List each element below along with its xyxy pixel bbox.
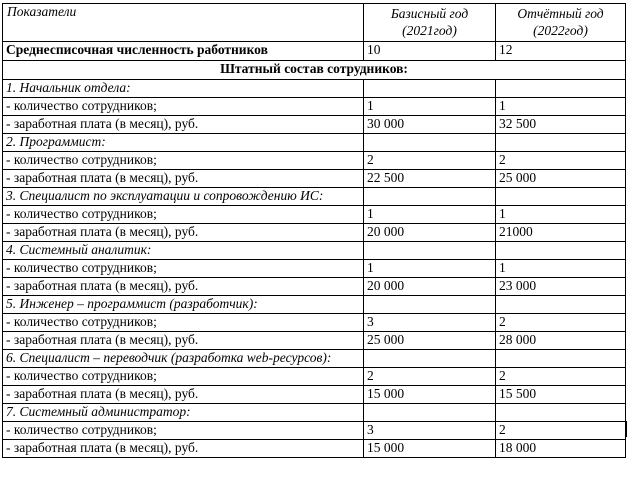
row-label: - заработная плата (в месяц), руб. (3, 440, 364, 458)
row-label: - количество сотрудников; (3, 260, 364, 278)
report-value: 28 000 (496, 332, 626, 350)
row-label: - количество сотрудников; (3, 314, 364, 332)
base-value: 15 000 (364, 440, 496, 458)
report-value: 2 (496, 152, 626, 170)
headcount-base: 10 (364, 42, 496, 61)
report-value: 2 (496, 422, 626, 440)
base-value: 15 000 (364, 386, 496, 404)
group-row (3, 404, 626, 422)
group-title: 5. Инженер – программист (разработчик): (3, 296, 364, 314)
group-report-empty (496, 80, 626, 98)
salary-row (3, 170, 626, 188)
staff-table-body (3, 4, 626, 458)
group-row (3, 188, 626, 206)
salary-row (3, 278, 626, 296)
base-value: 3 (364, 314, 496, 332)
base-value: 20 000 (364, 278, 496, 296)
group-report-empty (496, 134, 626, 152)
row-label: - количество сотрудников; (3, 422, 364, 440)
report-value: 2 (496, 314, 626, 332)
row-label: - заработная плата (в месяц), руб. (3, 170, 364, 188)
group-title: 2. Программист: (3, 134, 364, 152)
count-row (3, 368, 626, 386)
count-row (3, 314, 626, 332)
row-label: - количество сотрудников; (3, 98, 364, 116)
group-row (3, 350, 626, 368)
header-base-year: Базисный год (2021год) (364, 4, 496, 42)
base-value: 1 (364, 206, 496, 224)
report-value: 25 000 (496, 170, 626, 188)
table-header-row (3, 4, 626, 42)
headcount-label: Среднесписочная численность работников (3, 42, 364, 61)
header-indicators: Показатели (3, 4, 364, 42)
group-title: 7. Системный администратор: (3, 404, 364, 422)
base-value: 20 000 (364, 224, 496, 242)
row-label: - заработная плата (в месяц), руб. (3, 278, 364, 296)
report-value: 18 000 (496, 440, 626, 458)
report-value: 1 (496, 206, 626, 224)
count-row (3, 260, 626, 278)
salary-row (3, 332, 626, 350)
base-value: 22 500 (364, 170, 496, 188)
group-report-empty (496, 296, 626, 314)
group-base-empty (364, 296, 496, 314)
group-base-empty (364, 80, 496, 98)
group-row (3, 242, 626, 260)
section-title: Штатный состав сотрудников: (3, 61, 626, 80)
base-value: 2 (364, 152, 496, 170)
group-title: 1. Начальник отдела: (3, 80, 364, 98)
salary-row (3, 224, 626, 242)
report-value: 15 500 (496, 386, 626, 404)
base-value: 2 (364, 368, 496, 386)
group-base-empty (364, 404, 496, 422)
group-title: 6. Специалист – переводчик (разработка web-ресурсов): (3, 350, 364, 368)
salary-row (3, 386, 626, 404)
row-label: - заработная плата (в месяц), руб. (3, 332, 364, 350)
header-report-year: Отчётный год (2022год) (496, 4, 626, 42)
report-value: 21000 (496, 224, 626, 242)
salary-row (3, 116, 626, 134)
count-row (3, 98, 626, 116)
section-row (3, 61, 626, 80)
base-value: 30 000 (364, 116, 496, 134)
row-label: - заработная плата (в месяц), руб. (3, 386, 364, 404)
base-value: 1 (364, 260, 496, 278)
report-value: 23 000 (496, 278, 626, 296)
group-report-empty (496, 404, 626, 422)
margin-mark (626, 421, 627, 437)
base-value: 3 (364, 422, 496, 440)
row-label: - количество сотрудников; (3, 206, 364, 224)
report-value: 1 (496, 260, 626, 278)
count-row (3, 422, 626, 440)
headcount-row (3, 42, 626, 61)
group-base-empty (364, 188, 496, 206)
salary-row (3, 440, 626, 458)
row-label: - количество сотрудников; (3, 368, 364, 386)
group-report-empty (496, 188, 626, 206)
base-value: 25 000 (364, 332, 496, 350)
group-base-empty (364, 242, 496, 260)
report-value: 32 500 (496, 116, 626, 134)
row-label: - количество сотрудников; (3, 152, 364, 170)
group-base-empty (364, 350, 496, 368)
group-base-empty (364, 134, 496, 152)
count-row (3, 152, 626, 170)
report-value: 1 (496, 98, 626, 116)
group-row (3, 80, 626, 98)
count-row (3, 206, 626, 224)
group-title: 3. Специалист по эксплуатации и сопровождению ИС: (3, 188, 364, 206)
headcount-report: 12 (496, 42, 626, 61)
base-value: 1 (364, 98, 496, 116)
staff-table (2, 3, 626, 458)
group-report-empty (496, 242, 626, 260)
group-row (3, 134, 626, 152)
group-report-empty (496, 350, 626, 368)
row-label: - заработная плата (в месяц), руб. (3, 116, 364, 134)
report-value: 2 (496, 368, 626, 386)
group-row (3, 296, 626, 314)
row-label: - заработная плата (в месяц), руб. (3, 224, 364, 242)
group-title: 4. Системный аналитик: (3, 242, 364, 260)
